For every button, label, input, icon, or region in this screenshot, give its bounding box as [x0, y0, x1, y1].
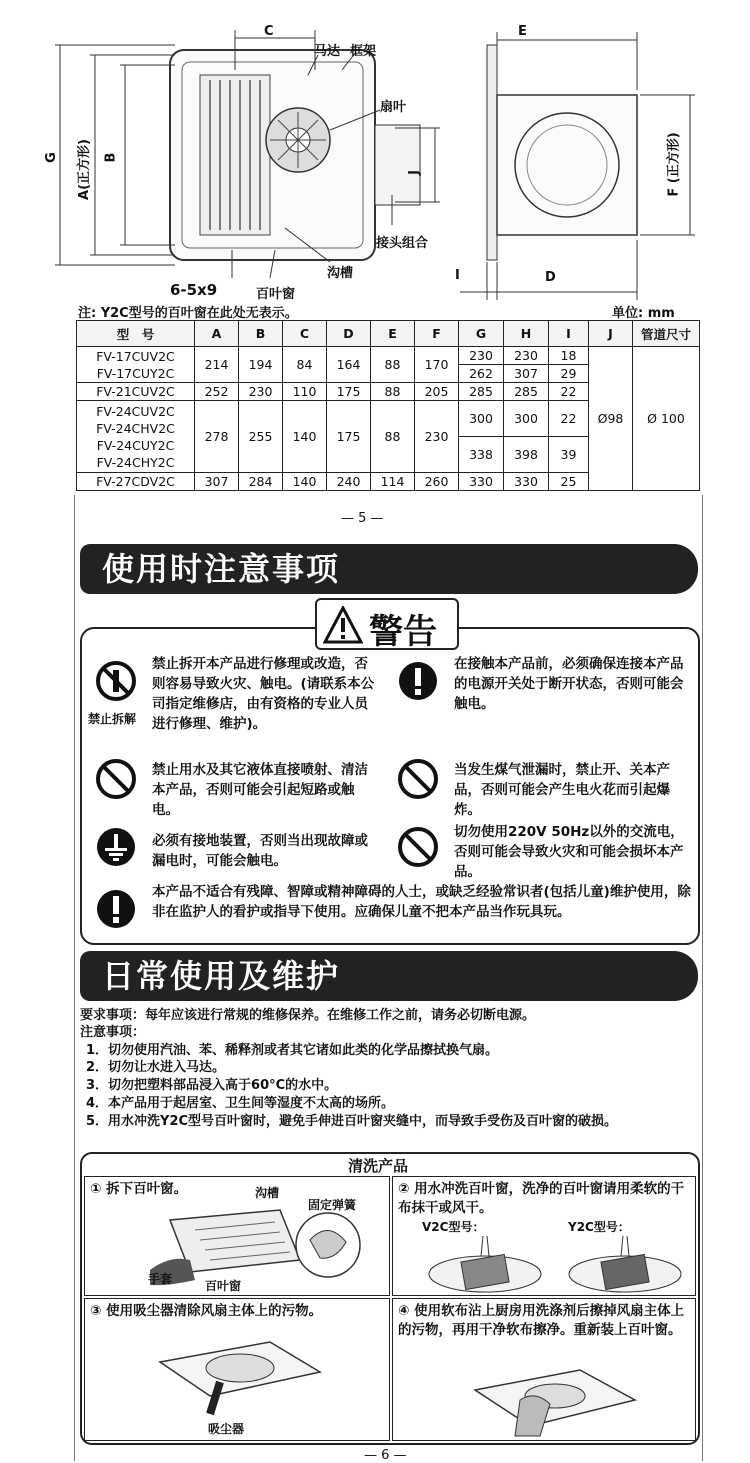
label-hole: 6-5x9 — [170, 281, 218, 299]
cell-j: Ø98 — [589, 347, 633, 491]
cell-h: 330 — [504, 473, 549, 491]
page-number: — 6 — — [364, 1448, 407, 1463]
step-1-text: ① 拆下百叶窗。 — [90, 1181, 188, 1197]
cell-g: 300 — [459, 401, 504, 437]
dimension-diagram — [0, 0, 750, 321]
no-disassemble-caption: 禁止拆解 — [88, 712, 137, 726]
label-frame: 框架 — [350, 44, 377, 59]
model-name: FV-21CUV2C — [77, 383, 195, 401]
model-name: FV-24CHV2C — [96, 420, 175, 436]
cell-h: 398 — [504, 437, 549, 473]
cell-c: 140 — [283, 401, 327, 473]
col-header: F — [415, 321, 459, 347]
diagram-note: 注: Y2C型号的百叶窗在此处无表示。 — [78, 306, 298, 321]
table-header-row — [77, 321, 700, 347]
cell-d: 164 — [327, 347, 371, 383]
label-v2c: V2C型号： — [422, 1220, 485, 1234]
col-header: B — [239, 321, 283, 347]
label-connector: 接头组合 — [376, 236, 429, 251]
model-name: FV-17CUY2C — [96, 365, 175, 381]
cell-e: 88 — [371, 347, 415, 383]
cell-c: 140 — [283, 473, 327, 491]
col-header: G — [459, 321, 504, 347]
warning-title: 警告 — [369, 612, 437, 652]
label-groove: 沟槽 — [255, 1186, 280, 1200]
cell-g: 230 — [459, 347, 504, 365]
no-disassemble-icon — [95, 660, 137, 702]
section-title-precautions: 使用时注意事项 — [80, 544, 698, 594]
cell-i: 22 — [549, 401, 589, 437]
warning-disassemble: 禁止拆开本产品进行修理或改造，否则容易导致火灾、触电。(请联系本公司指定维修店，由有资格的专业人员进行修理、维护)。 — [152, 656, 375, 732]
dim-j: J — [406, 170, 422, 175]
warning-triangle-icon — [323, 606, 363, 644]
model-name: FV-27CDV2C — [77, 473, 195, 491]
col-header: 管道尺寸 — [633, 321, 700, 347]
warning-gas: 当发生煤气泄漏时，禁止开、关本产品，否则可能会产生电火花而引起爆炸。 — [454, 762, 670, 818]
notice-item: 2．切勿让水进入马达。 — [86, 1060, 226, 1075]
table-row — [77, 347, 700, 365]
model-name: FV-24CUY2C — [96, 437, 175, 453]
cell-d: 175 — [327, 401, 371, 473]
dim-a: A(正方形) — [76, 139, 92, 200]
cell-f: 205 — [415, 383, 459, 401]
dim-d: D — [545, 270, 556, 285]
cell-g: 338 — [459, 437, 504, 473]
cell-h: 230 — [504, 347, 549, 365]
cell-b: 284 — [239, 473, 283, 491]
notice-label: 注意事项： — [80, 1025, 146, 1040]
cell-d: 240 — [327, 473, 371, 491]
cell-e: 88 — [371, 383, 415, 401]
cell-i: 29 — [549, 365, 589, 383]
page-border-left — [74, 495, 75, 1461]
warning-water: 禁止用水及其它液体直接喷射、清洁本产品，否则可能会引起短路或触电。 — [152, 762, 368, 818]
col-header: E — [371, 321, 415, 347]
cell-i: 39 — [549, 437, 589, 473]
dim-e: E — [518, 24, 527, 39]
ground-icon — [95, 826, 137, 868]
model-name: FV-24CHY2C — [96, 454, 175, 470]
cell-a: 278 — [195, 401, 239, 473]
cell-b: 194 — [239, 347, 283, 383]
label-spring: 固定弹簧 — [308, 1198, 357, 1212]
section-title-maintenance: 日常使用及维护 — [80, 951, 698, 1001]
cell-h: 285 — [504, 383, 549, 401]
col-header: A — [195, 321, 239, 347]
notice-item: 4．本产品用于起居室、卫生间等湿度不太高的场所。 — [86, 1096, 395, 1111]
warning-ground: 必须有接地装置，否则当出现故障或漏电时，可能会触电。 — [152, 833, 368, 869]
requirement-text: 要求事项：每年应该进行常规的维修保养。在维修工作之前，请务必切断电源。 — [80, 1008, 536, 1023]
model-cell — [77, 401, 195, 473]
cell-b: 255 — [239, 401, 283, 473]
vacuum-illustration — [150, 1322, 330, 1418]
dim-i: I — [455, 268, 460, 283]
remove-louver-illustration — [150, 1200, 380, 1292]
warning-children: 本产品不适合有残障、智障或精神障碍的人士，或缺乏经验常识者(包括儿童)维护使用，除非在监护人的看护或指导下使用。应确保儿童不把本产品当作玩具玩。 — [152, 884, 691, 920]
cell-duct: Ø 100 — [633, 347, 700, 491]
mandatory-icon — [397, 660, 439, 702]
notice-item: 5．用水冲洗Y2C型号百叶窗时，避免手伸进百叶窗夹缝中，而导致手受伤及百叶窗的破损。 — [86, 1114, 618, 1129]
label-louver: 百叶窗 — [205, 1279, 242, 1293]
notice-item: 1．切勿使用汽油、苯、稀释剂或者其它诸如此类的化学品擦拭换气扇。 — [86, 1043, 499, 1058]
cell-h: 307 — [504, 365, 549, 383]
label-vacuum: 吸尘器 — [208, 1422, 245, 1436]
warning-power-off: 在接触本产品前，必须确保连接本产品的电源开关处于断开状态，否则可能会触电。 — [454, 656, 684, 712]
cell-e: 114 — [371, 473, 415, 491]
cell-f: 170 — [415, 347, 459, 383]
cell-g: 330 — [459, 473, 504, 491]
model-name: FV-17CUV2C — [96, 348, 175, 364]
wash-v2c-illustration — [425, 1234, 545, 1294]
model-name: FV-24CUV2C — [96, 403, 175, 419]
page-number: — 5 — — [341, 511, 384, 526]
cell-a: 252 — [195, 383, 239, 401]
cell-g: 262 — [459, 365, 504, 383]
col-header: 型 号 — [77, 321, 195, 347]
prohibited-icon — [95, 758, 137, 800]
page-border-right — [702, 495, 703, 1461]
cell-g: 285 — [459, 383, 504, 401]
cell-a: 307 — [195, 473, 239, 491]
label-louver: 百叶窗 — [256, 287, 296, 302]
cell-c: 84 — [283, 347, 327, 383]
label-blade: 扇叶 — [380, 100, 407, 115]
mandatory-icon — [95, 888, 137, 930]
cell-f: 260 — [415, 473, 459, 491]
cell-i: 25 — [549, 473, 589, 491]
dim-g: G — [43, 152, 59, 163]
model-cell — [77, 347, 195, 383]
unit-label: 单位: mm — [612, 306, 675, 321]
wash-y2c-illustration — [565, 1234, 685, 1294]
label-glove: 手套 — [148, 1272, 173, 1286]
spec-table — [76, 320, 700, 491]
col-header: J — [589, 321, 633, 347]
cell-i: 22 — [549, 383, 589, 401]
dim-f: F (正方形) — [666, 132, 682, 197]
warning-title-box — [315, 598, 459, 650]
cell-a: 214 — [195, 347, 239, 383]
cell-e: 88 — [371, 401, 415, 473]
notice-item: 3．切勿把塑料部品浸入高于60°C的水中。 — [86, 1078, 338, 1093]
col-header: D — [327, 321, 371, 347]
dim-b: B — [103, 152, 119, 163]
label-y2c: Y2C型号： — [568, 1220, 630, 1234]
cell-f: 230 — [415, 401, 459, 473]
cell-h: 300 — [504, 401, 549, 437]
label-motor: 马达 — [314, 44, 341, 59]
step-4-text: ④ 使用软布沾上厨房用洗涤剂后擦掉风扇主体上的污物，再用干净软布擦净。重新装上百叶窗。 — [398, 1303, 685, 1338]
step-3-text: ③ 使用吸尘器清除风扇主体上的污物。 — [90, 1303, 323, 1319]
prohibited-icon — [397, 758, 439, 800]
cell-c: 110 — [283, 383, 327, 401]
warning-voltage: 切勿使用220V 50Hz以外的交流电，否则可能会导致火灾和可能会损坏本产品。 — [454, 824, 684, 880]
dim-c: C — [264, 24, 274, 39]
label-groove: 沟槽 — [327, 266, 354, 281]
cell-d: 175 — [327, 383, 371, 401]
prohibited-icon — [397, 826, 439, 868]
cleaning-title: 清洗产品 — [348, 1157, 409, 1175]
cell-i: 18 — [549, 347, 589, 365]
wipe-illustration — [470, 1360, 640, 1438]
step-2-text: ② 用水冲洗百叶窗，洗净的百叶窗请用柔软的干布抹干或风干。 — [398, 1181, 685, 1216]
col-header: H — [504, 321, 549, 347]
col-header: I — [549, 321, 589, 347]
cell-b: 230 — [239, 383, 283, 401]
col-header: C — [283, 321, 327, 347]
